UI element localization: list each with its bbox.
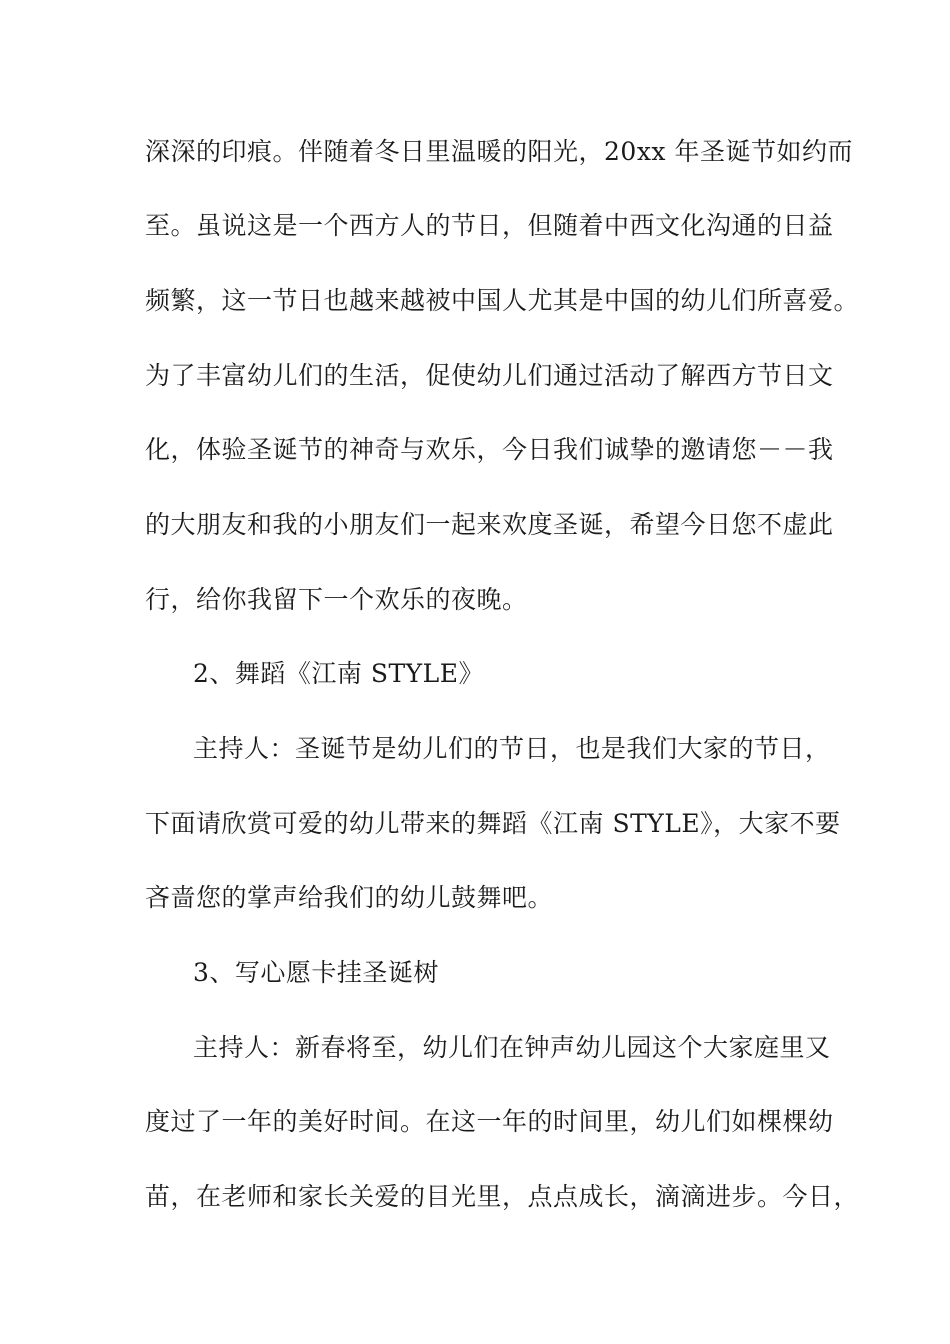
text-line: 下面请欣赏可爱的幼儿带来的舞蹈《江南 STYLE》，大家不要	[145, 809, 841, 838]
text-line: 度过了一年的美好时间。在这一年的时间里，幼儿们如棵棵幼	[145, 1107, 834, 1136]
section-heading: 2、舞蹈《江南 STYLE》	[193, 659, 485, 688]
text-line: 化，体验圣诞节的神奇与欢乐，今日我们诚挚的邀请您－－我	[145, 435, 834, 464]
text-line: 为了丰富幼儿们的生活，促使幼儿们通过活动了解西方节日文	[145, 361, 834, 390]
text-line: 的大朋友和我的小朋友们一起来欢度圣诞，希望今日您不虚此	[145, 510, 834, 539]
text-line: 至。虽说这是一个西方人的节日，但随着中西文化沟通的日益	[145, 211, 834, 240]
text-line: 深深的印痕。伴随着冬日里温暖的阳光，20xx 年圣诞节如约而	[145, 137, 853, 166]
section-heading: 3、写心愿卡挂圣诞树	[193, 958, 439, 987]
text-line: 行，给你我留下一个欢乐的夜晚。	[145, 585, 528, 614]
text-line: 频繁，这一节日也越来越被中国人尤其是中国的幼儿们所喜爱。	[145, 286, 860, 315]
text-line: 主持人：新春将至，幼儿们在钟声幼儿园这个大家庭里又	[193, 1033, 831, 1062]
text-line: 主持人：圣诞节是幼儿们的节日，也是我们大家的节日，	[193, 734, 831, 763]
text-line: 吝啬您的掌声给我们的幼儿鼓舞吧。	[145, 883, 554, 912]
text-line: 苗，在老师和家长关爱的目光里，点点成长，滴滴进步。今日，	[145, 1182, 860, 1211]
